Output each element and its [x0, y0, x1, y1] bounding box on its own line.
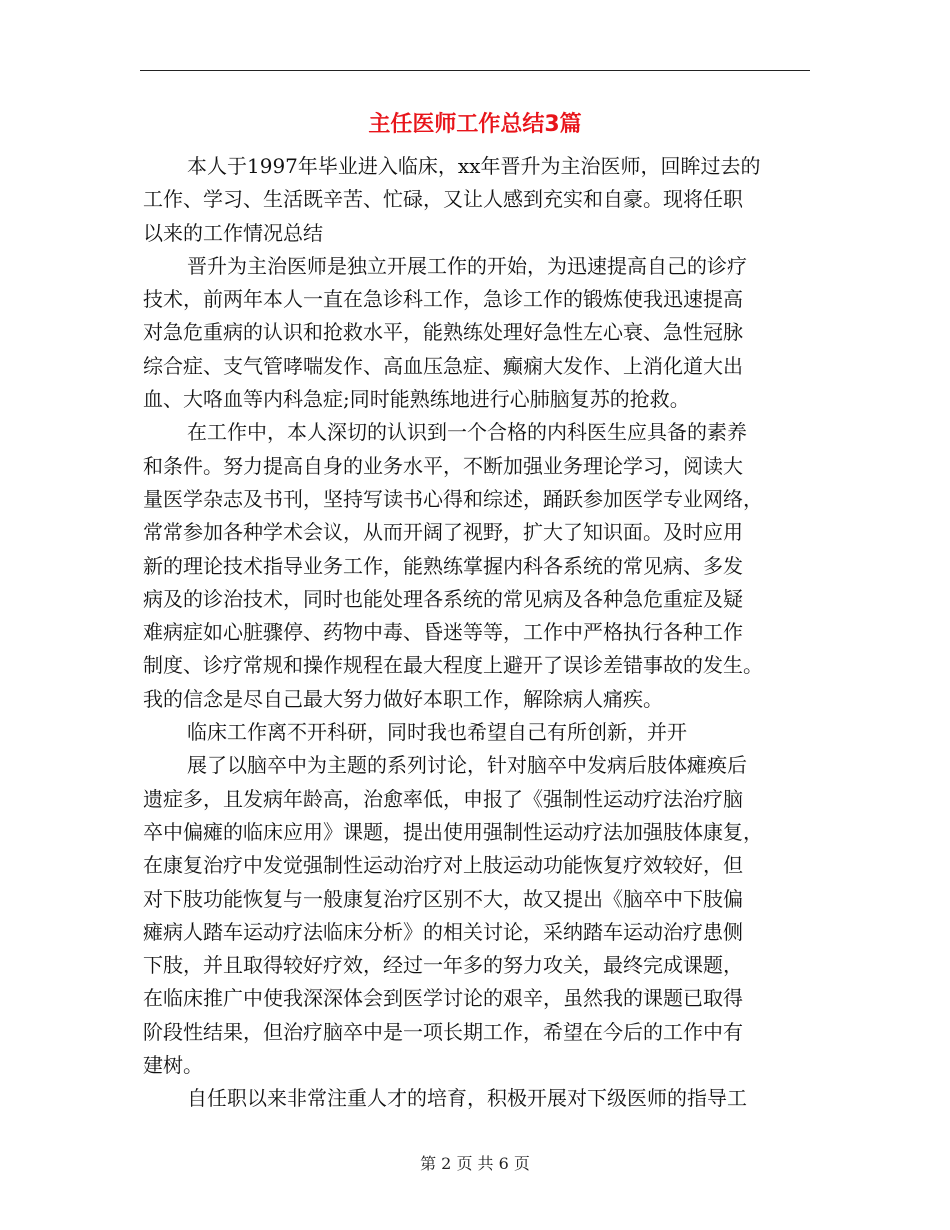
body-line: 工作、学习、生活既辛苦、忙碌，又让人感到充实和自豪。现将任职 [143, 187, 743, 212]
document-title: 主任医师工作总结3篇 [368, 112, 582, 137]
body-line: 晋升为主治医师是独立开展工作的开始，为迅速提高自己的诊疗 [187, 253, 747, 278]
body-line: 技术，前两年本人一直在急诊科工作，急诊工作的锻炼使我迅速提高 [143, 287, 743, 312]
body-line: 建树。 [143, 1053, 203, 1078]
body-line: 以来的工作情况总结 [143, 220, 323, 245]
body-line: 对急危重病的认识和抢救水平，能熟练处理好急性左心衰、急性冠脉 [143, 320, 743, 345]
body-line: 遗症多，且发病年龄高，治愈率低，申报了《强制性运动疗法治疗脑 [143, 786, 743, 811]
body-line: 对下肢功能恢复与一般康复治疗区别不大，故又提出《脑卒中下肢偏 [143, 886, 743, 911]
body-line: 我的信念是尽自己最大努力做好本职工作，解除病人痛疾。 [143, 686, 663, 711]
body-line: 在工作中，本人深切的认识到一个合格的内科医生应具备的素养 [187, 420, 747, 445]
body-line: 阶段性结果，但治疗脑卒中是一项长期工作，希望在今后的工作中有 [143, 1019, 743, 1044]
body-line: 新的理论技术指导业务工作，能熟练掌握内科各系统的常见病、多发 [143, 553, 743, 578]
header-rule [140, 70, 810, 71]
body-line: 量医学杂志及书刊，坚持写读书心得和综述，踊跃参加医学专业网络， [143, 486, 763, 511]
body-line: 难病症如心脏骤停、药物中毒、昏迷等等，工作中严格执行各种工作 [143, 620, 743, 645]
body-line: 本人于1997年毕业进入临床，xx年晋升为主治医师，回眸过去的 [187, 154, 761, 178]
page-number: 第 2 页 共 6 页 [420, 1154, 530, 1173]
body-line: 常常参加各种学术会议，从而开阔了视野，扩大了知识面。及时应用 [143, 520, 743, 545]
body-line: 病及的诊治技术，同时也能处理各系统的常见病及各种急危重症及疑 [143, 586, 743, 611]
body-line: 血、大咯血等内科急症;同时能熟练地进行心肺脑复苏的抢救。 [143, 387, 690, 412]
body-line: 和条件。努力提高自身的业务水平，不断加强业务理论学习，阅读大 [143, 453, 743, 478]
body-line: 自任职以来非常注重人才的培育，积极开展对下级医师的指导工 [187, 1086, 747, 1111]
body-line: 综合症、支气管哮喘发作、高血压急症、癫痫大发作、上消化道大出 [143, 353, 743, 378]
body-line: 展了以脑卒中为主题的系列讨论，针对脑卒中发病后肢体瘫痪后 [187, 753, 747, 778]
body-line: 下肢，并且取得较好疗效，经过一年多的努力攻关，最终完成课题， [143, 953, 743, 978]
document-body [143, 150, 813, 1116]
body-line: 卒中偏瘫的临床应用》课题，提出使用强制性运动疗法加强肢体康复， [143, 819, 763, 844]
body-line: 瘫病人踏车运动疗法临床分析》的相关讨论，采纳踏车运动治疗患侧 [143, 919, 743, 944]
body-line: 在康复治疗中发觉强制性运动治疗对上肢运动功能恢复疗效较好，但 [143, 853, 743, 878]
body-line: 在临床推广中使我深深体会到医学讨论的艰辛，虽然我的课题已取得 [143, 986, 743, 1011]
body-line: 制度、诊疗常规和操作规程在最大程度上避开了误诊差错事故的发生。 [143, 653, 763, 678]
body-line: 临床工作离不开科研，同时我也希望自己有所创新，并开 [187, 720, 687, 745]
